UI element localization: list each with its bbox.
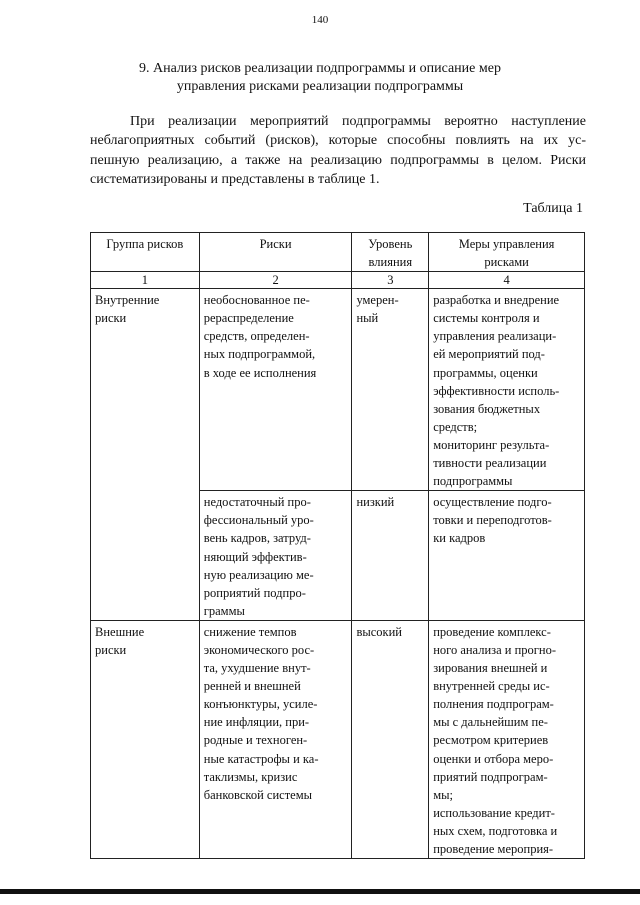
cell-line: ную реализацию ме- bbox=[203, 567, 314, 582]
risk-group-cell bbox=[91, 620, 200, 858]
impact-level-cell bbox=[352, 620, 429, 858]
cell-line: ного анализа и прогно- bbox=[433, 642, 556, 657]
column-header bbox=[199, 233, 352, 272]
cell-line: таклизмы, кризис bbox=[203, 769, 298, 784]
cell-line: та, ухудшение внут- bbox=[203, 661, 311, 676]
risk-cell bbox=[199, 620, 352, 858]
paragraph-line: При реализации мероприятий подпрограммы вероятно наступление bbox=[130, 114, 586, 129]
cell-line: необоснованное пе- bbox=[203, 293, 310, 308]
measures-cell bbox=[429, 620, 585, 858]
cell-line: средств; bbox=[433, 419, 478, 434]
page-number: 140 bbox=[311, 14, 329, 26]
impact-level-cell bbox=[352, 289, 429, 491]
measures-cell bbox=[429, 491, 585, 621]
cell-line: ресмотром критериев bbox=[433, 733, 549, 748]
cell-line: проведение комплекс- bbox=[433, 624, 551, 639]
cell-line: зования бюджетных bbox=[433, 401, 541, 416]
cell-line: тивности реализации bbox=[433, 456, 547, 471]
cell-line: ных схем, подготовка и bbox=[433, 823, 558, 838]
section-title bbox=[96, 60, 544, 96]
cell-line: товки и переподготов- bbox=[433, 513, 552, 528]
cell-line: вень кадров, затруд- bbox=[203, 531, 311, 546]
column-number: 2 bbox=[199, 272, 352, 289]
cell-line: няющий эффектив- bbox=[203, 549, 307, 564]
cell-line: Внешние bbox=[95, 624, 145, 639]
cell-line: Группа рисков bbox=[106, 237, 184, 251]
column-header bbox=[91, 233, 200, 272]
table-row bbox=[91, 289, 585, 491]
cell-line: рераспределение bbox=[203, 311, 294, 326]
cell-line: родные и техноген- bbox=[203, 733, 308, 748]
cell-line: влияния bbox=[368, 255, 413, 270]
column-header bbox=[429, 233, 585, 272]
cell-line: полнения подпрограм- bbox=[433, 697, 554, 712]
cell-line: экономического рос- bbox=[203, 642, 315, 657]
column-number: 3 bbox=[352, 272, 429, 289]
cell-line: системы контроля и bbox=[433, 311, 540, 326]
table-header-row bbox=[91, 233, 585, 272]
cell-line: роприятий подпро- bbox=[203, 585, 306, 600]
cell-line: ние инфляции, при- bbox=[203, 715, 310, 730]
cell-line: Внутренние bbox=[95, 293, 160, 308]
table-label: Таблица 1 bbox=[523, 201, 583, 216]
cell-line: ки кадров bbox=[433, 531, 486, 546]
table-row bbox=[91, 620, 585, 858]
cell-line: мы; bbox=[433, 787, 453, 802]
cell-line: проведение мероприя- bbox=[433, 842, 554, 856]
column-number: 4 bbox=[429, 272, 585, 289]
paragraph-line: пешную реализацию, а также на реализацию подпрограммы в целом. Риски bbox=[90, 152, 586, 168]
bottom-rule bbox=[0, 889, 640, 894]
intro-paragraph bbox=[90, 112, 586, 189]
section-title-line: 9. Анализ рисков реализации подпрограммы и описание мер bbox=[139, 61, 501, 76]
cell-line: управления реализаци- bbox=[433, 329, 557, 344]
cell-line: использование кредит- bbox=[433, 805, 555, 820]
cell-line: средств, определен- bbox=[203, 329, 310, 344]
cell-line: ный bbox=[356, 311, 379, 326]
cell-line: низкий bbox=[356, 495, 395, 510]
risk-group-cell bbox=[91, 289, 200, 621]
cell-line: в ходе ее исполнения bbox=[203, 365, 317, 380]
cell-line: риски bbox=[95, 311, 127, 326]
cell-line: мы с дальнейшим пе- bbox=[433, 715, 548, 730]
risk-table bbox=[90, 232, 585, 859]
cell-line: подпрограммы bbox=[433, 474, 513, 489]
cell-line: мониторинг результа- bbox=[433, 437, 550, 452]
cell-line: ных подпрограммой, bbox=[203, 347, 316, 362]
section-title-line: управления рисками реализации подпрограммы bbox=[176, 79, 464, 94]
paragraph-line: неблагоприятных событий (рисков), которые способны повлиять на их ус- bbox=[90, 133, 586, 149]
column-header bbox=[352, 233, 429, 272]
cell-line: программы, оценки bbox=[433, 365, 538, 380]
cell-line: умерен- bbox=[356, 293, 399, 308]
column-number: 1 bbox=[91, 272, 200, 289]
cell-line: фессиональный уро- bbox=[203, 513, 314, 528]
cell-line: недостаточный про- bbox=[203, 495, 311, 510]
column-number-row bbox=[91, 272, 585, 289]
risk-cell bbox=[199, 491, 352, 621]
cell-line: Меры управления bbox=[458, 237, 555, 251]
cell-line: рисками bbox=[484, 255, 529, 270]
cell-line: разработка и внедрение bbox=[433, 293, 560, 308]
cell-line: приятий подпрограм- bbox=[433, 769, 548, 784]
measures-cell bbox=[429, 289, 585, 491]
paragraph-line: систематизированы и представлены в таблице 1. bbox=[90, 171, 380, 187]
impact-level-cell bbox=[352, 491, 429, 621]
cell-line: банковской системы bbox=[203, 787, 313, 802]
cell-line: оценки и отбора меро- bbox=[433, 751, 554, 766]
cell-line: снижение темпов bbox=[203, 624, 297, 639]
cell-line: ей мероприятий под- bbox=[433, 347, 545, 362]
cell-line: Уровень bbox=[368, 237, 413, 251]
cell-line: осуществление подго- bbox=[433, 495, 552, 510]
cell-line: граммы bbox=[203, 603, 245, 618]
cell-line: внутренней среды ис- bbox=[433, 679, 550, 694]
cell-line: ренней и внешней bbox=[203, 679, 301, 694]
cell-line: ные катастрофы и ка- bbox=[203, 751, 319, 766]
cell-line: эффективности исполь- bbox=[433, 383, 560, 398]
cell-line: конъюнктуры, усиле- bbox=[203, 697, 318, 712]
cell-line: высокий bbox=[356, 624, 402, 639]
cell-line: зирования внешней и bbox=[433, 661, 548, 676]
risk-cell bbox=[199, 289, 352, 491]
cell-line: Риски bbox=[259, 237, 292, 251]
cell-line: риски bbox=[95, 642, 127, 657]
